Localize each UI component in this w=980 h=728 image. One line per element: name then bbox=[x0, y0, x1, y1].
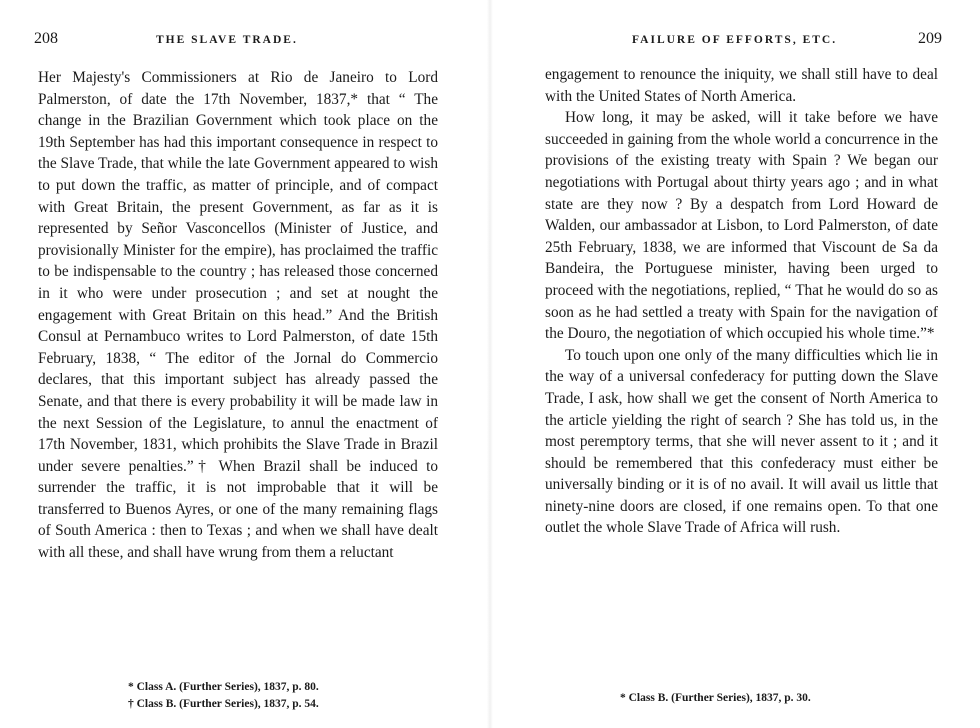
paragraph: Her Majesty's Commissioners at Rio de Janeiro to Lord Palmerston, of date the 17th November, 1837,* that “ The change in the Brazilian Government which took place on the 19th September has had this important consequence in respect to the Slave Trade, that while the late Government appeared to wish to put down the traffic, as matter of principle, and of compact with Great Britain, the present Government, as far as it is represented by Señor Vasconcellos (Minister of Justice, and provisionally Minister for the empire), has proclaimed the traffic to be indispensable to the country ; has released those concerned in it who were under prosecution ; and set at nought the engagement with Great Britain on this head.” And the British Consul at Pernambuco writes to Lord Palmerston, of date 15th February, 1838, “ The editor of the Jornal do Commercio declares, that this important subject has already passed the Senate, and that there is every probability it will be made law in the next Session of the Legislature, to annul the enactment of 17th November, 1831, which prohibits the Slave Trade in Brazil under severe penalties.”† When Brazil shall be induced to surrender the traffic, it is not improbable that it will be transferred to Buenos Ayres, or one of the many remaining flags of South America : then to Texas ; and when we shall have dealt with all these, and shall have wrung from them a reluctant bbox=[38, 69, 438, 562]
footnote: † Class B. (Further Series), 1837, p. 54. bbox=[128, 698, 319, 710]
left-footnotes bbox=[128, 679, 448, 713]
right-running-title: FAILURE OF EFFORTS, ETC. bbox=[632, 34, 838, 46]
left-page-number: 208 bbox=[34, 30, 58, 47]
left-page-header bbox=[34, 30, 434, 57]
right-page-number: 209 bbox=[918, 30, 942, 47]
right-page bbox=[490, 0, 980, 728]
paragraph: How long, it may be asked, will it take before we have succeeded in gaining from the whole world a concurrence in the provisions of the existing treaty with Spain ? We began our negotiations with Portugal about thirty years ago ; and in what state are they now ? By a despatch from Lord Howard de Walden, our ambassador at Lisbon, to Lord Palmerston, of date 25th February, 1838, we are informed that Viscount de Sa da Bandeira, the Portuguese minister, having been urged to proceed with the negotiations, replied, “ That he would do so as soon as he had settled a treaty with Spain for the navigation of the Douro, the negotiation of which occupied his whole time.”* bbox=[545, 109, 938, 343]
paragraph: To touch upon one only of the many difficulties which lie in the way of a universal confederacy for putting down the Slave Trade, I ask, how shall we get the consent of North America to the article yielding the right of search ? She has told us, in the most peremptory terms, that she will never assent to it ; and it should be remembered that this confederacy must either be universally binding or it is of no avail. It will avail us little that ninety-nine doors are closed, if one remains open. To that one outlet the whole Slave Trade of Africa will rush. bbox=[545, 346, 938, 537]
left-running-title: THE SLAVE TRADE. bbox=[156, 34, 298, 46]
left-page-body bbox=[38, 67, 438, 564]
paragraph: engagement to renounce the iniquity, we shall still have to deal with the United States of North America. bbox=[545, 66, 938, 105]
right-page-body bbox=[545, 64, 938, 539]
footnote: * Class B. (Further Series), 1837, p. 30. bbox=[620, 692, 811, 704]
footnote: * Class A. (Further Series), 1837, p. 80. bbox=[128, 681, 319, 693]
right-footnotes bbox=[620, 690, 940, 707]
right-page-header bbox=[542, 30, 942, 57]
